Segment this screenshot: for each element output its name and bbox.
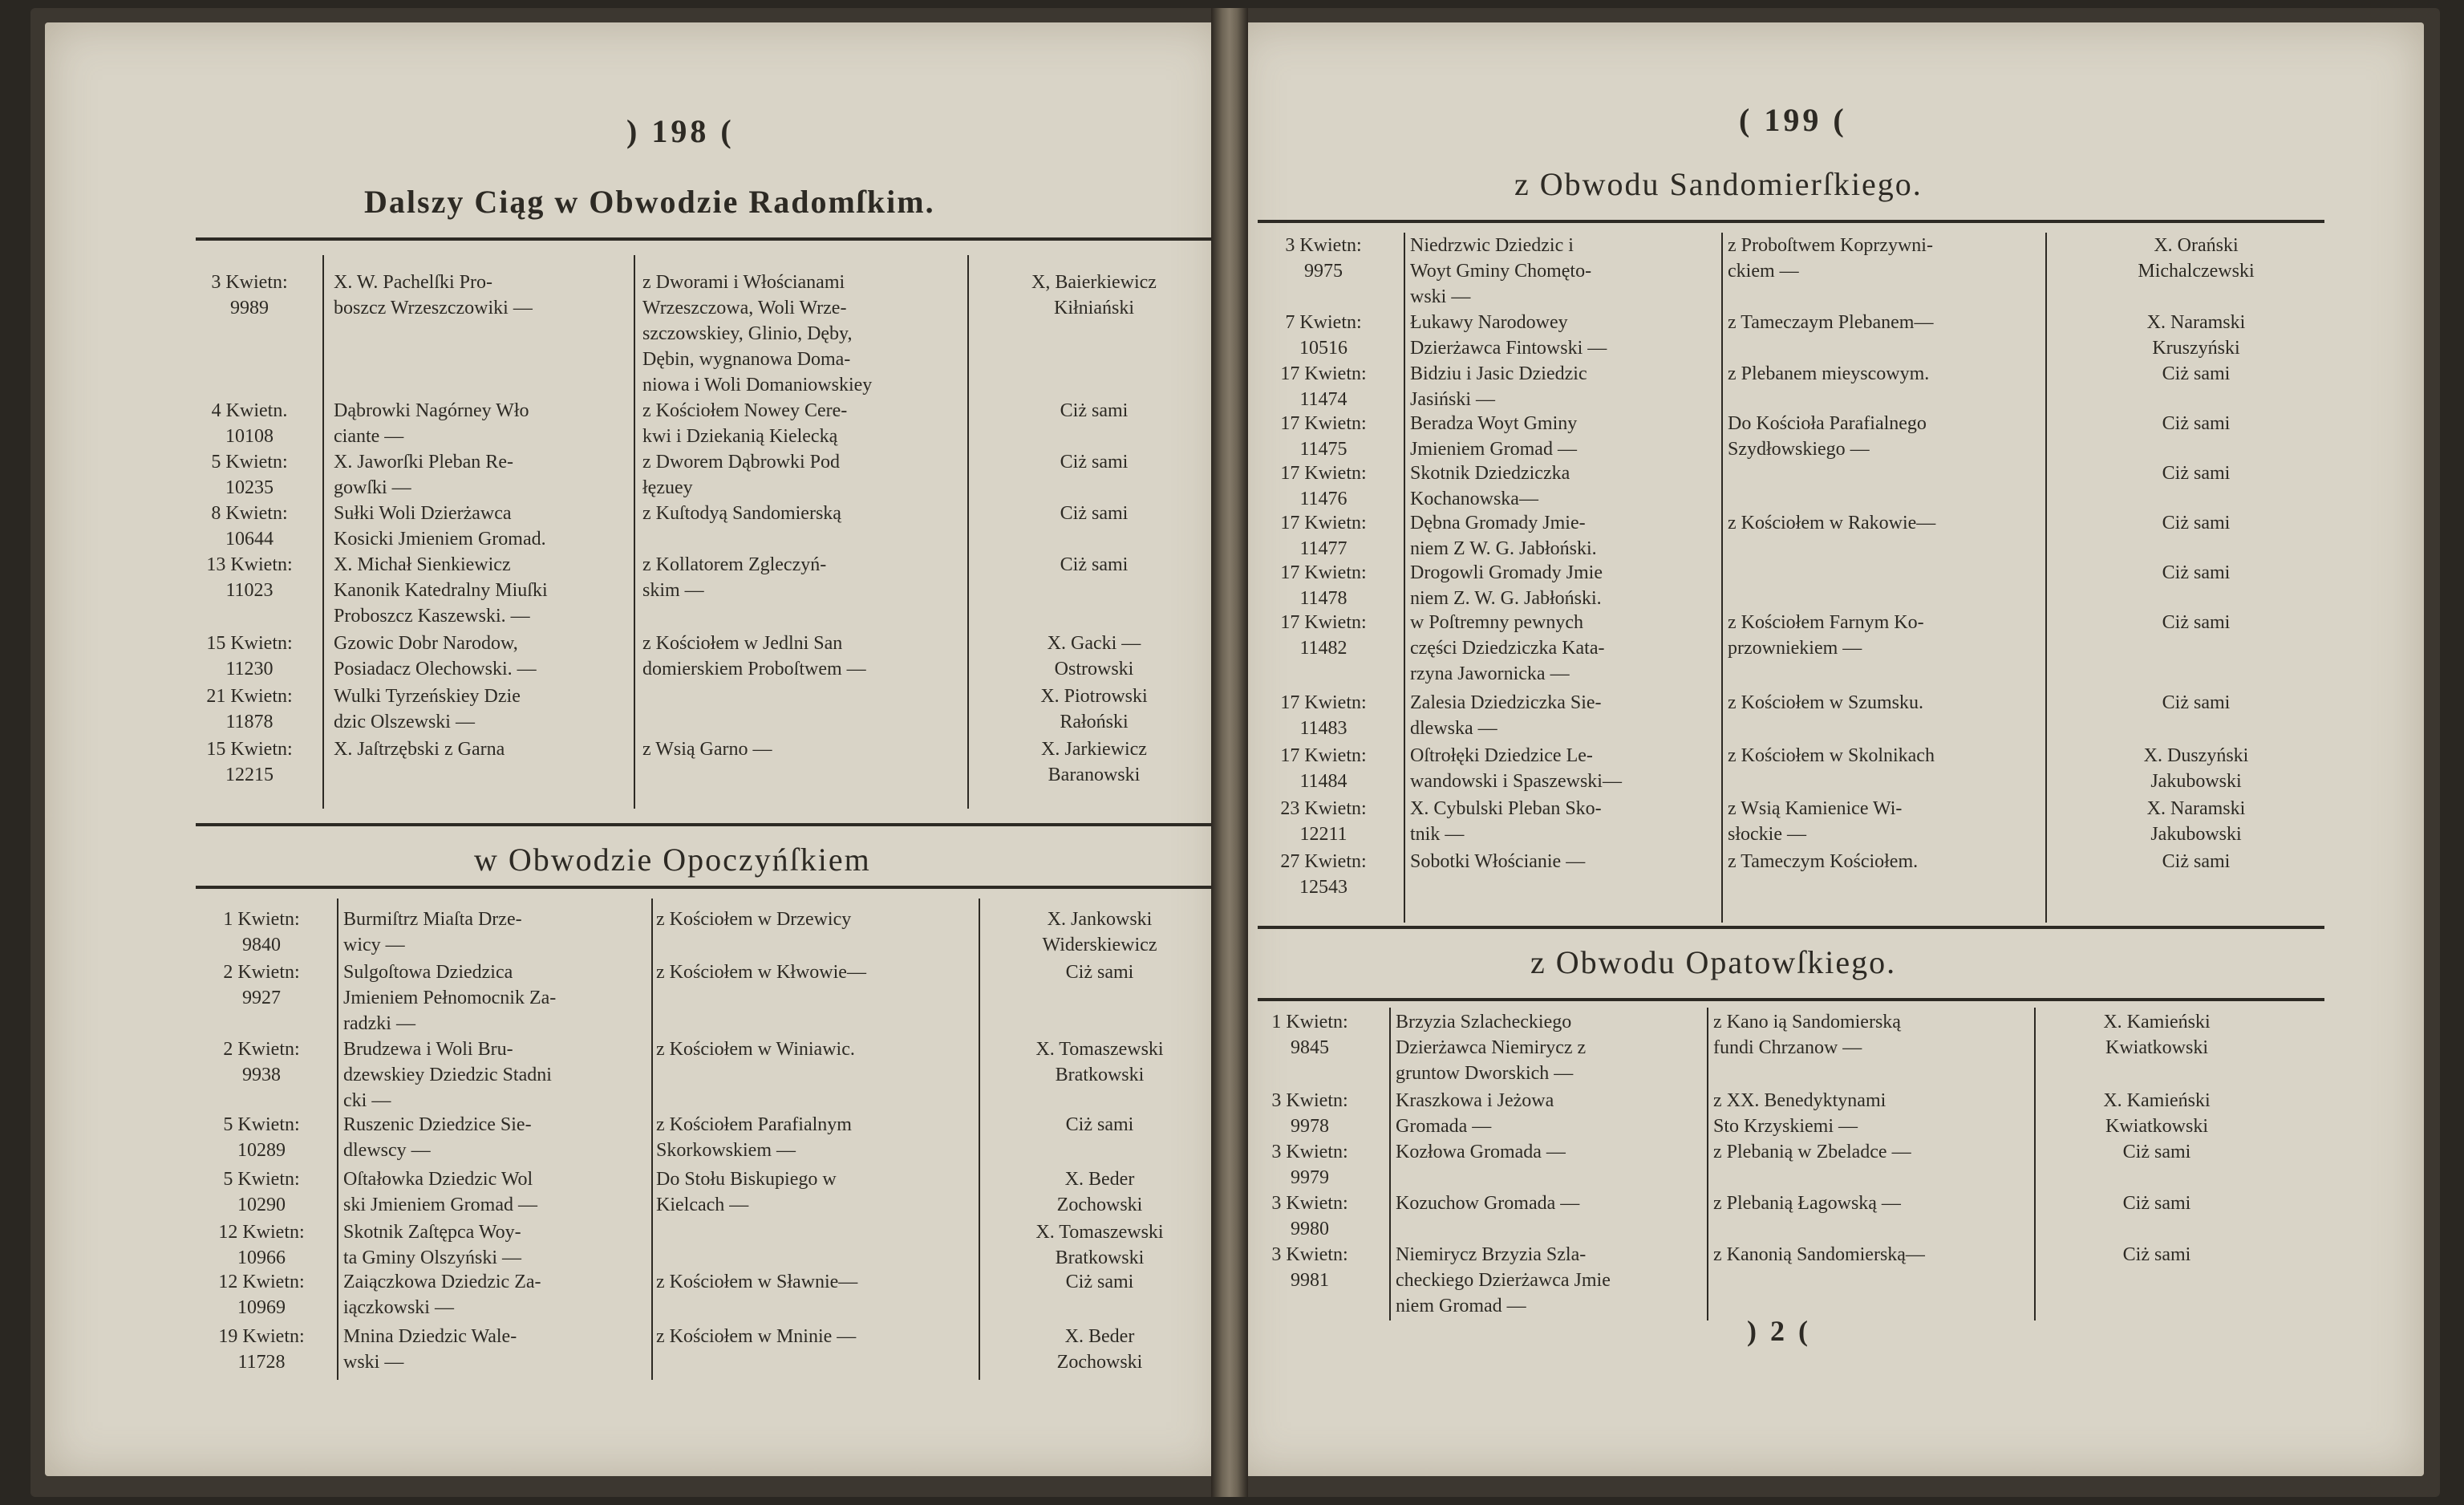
entry-date: 7 Kwietn: 10516: [1285, 312, 1362, 359]
entry-destination: z Kościołem w Sławnie—: [656, 1272, 858, 1292]
entry-donor: Dębna Gromady Jmie- niem Z W. G. Jabłoński.: [1410, 513, 1597, 559]
entry-destination: z Kościołem w Skolnikach: [1728, 745, 1935, 766]
entry-destination: Do Stołu Biskupiego w Kielcach —: [656, 1169, 837, 1215]
column-divider: [322, 255, 324, 809]
entry-donor: Niemirycz Brzyzia Szla- checkiego Dzierżawca Jmie niem Gromad —: [1396, 1244, 1611, 1316]
signature-mark: ) 2 (: [1747, 1315, 1811, 1347]
entry-date: 1 Kwietn: 9845: [1271, 1012, 1348, 1058]
entry-donor: Łukawy Narodowey Dzierżawca Fintowski —: [1410, 312, 1607, 359]
column-divider: [2045, 233, 2047, 923]
entry-destination: z Kościołem w Drzewicy: [656, 909, 852, 930]
entry-destination: z Kościołem w Mninie —: [656, 1326, 857, 1347]
entry-donor: X. W. Pachelſki Pro- boszcz Wrzeszczowiki —: [334, 272, 533, 318]
column-divider: [337, 899, 338, 1380]
entry-destination: z Tameczaym Plebanem—: [1728, 312, 1934, 333]
entry-date: 3 Kwietn: 9975: [1285, 235, 1362, 282]
entry-donor: Kozuchow Gromada —: [1396, 1193, 1580, 1214]
entry-collectors: Ciż sami: [2162, 562, 2231, 583]
entry-donor: X. Jaſtrzębski z Garna: [334, 739, 505, 760]
entry-date: 8 Kwietn: 10644: [211, 503, 288, 550]
entry-donor: X. Michał Sienkiewicz Kanonik Katedralny Miuſki Proboszcz Kaszewski. —: [334, 554, 548, 627]
section-heading-2: z Obwodu Opatowſkiego.: [1530, 944, 1897, 980]
entry-date: 17 Kwietn: 11482: [1280, 612, 1367, 659]
entry-date: 17 Kwietn: 11477: [1280, 513, 1367, 559]
entry-collectors: X. Beder Zochowski: [1056, 1169, 1143, 1215]
left-page: [45, 22, 1224, 1476]
entry-date: 17 Kwietn: 11475: [1280, 413, 1367, 460]
section-heading: z Obwodu Sandomierſkiego.: [1514, 166, 1923, 202]
rule: [196, 823, 1214, 826]
entry-collectors: Ciż sami: [2162, 413, 2231, 434]
entry-destination: z Kościołem Parafialnym Skorkowskiem —: [656, 1114, 852, 1161]
entry-collectors: Ciż sami: [1060, 503, 1129, 524]
column-divider: [967, 255, 969, 809]
entry-destination: z Tameczym Kościołem.: [1728, 851, 1919, 872]
entry-collectors: X, Baierkiewicz Kiłniański: [1031, 272, 1157, 318]
entry-collectors: X. Piotrowski Rałoński: [1040, 686, 1148, 732]
entry-donor: Oſtałowka Dziedzic Wol ski Jmieniem Gromad —: [343, 1169, 537, 1215]
entry-date: 2 Kwietn: 9927: [223, 962, 300, 1008]
entry-donor: Sułki Woli Dzierżawca Kosicki Jmieniem Gromad.: [334, 503, 546, 550]
column-divider: [1721, 233, 1723, 923]
page-number: ( 199 (: [1739, 102, 1847, 138]
entry-collectors: X. Tomaszewski Bratkowski: [1035, 1222, 1164, 1268]
entry-destination: z Dworem Dąbrowki Pod łęzuey: [642, 452, 840, 498]
entry-donor: Burmiſtrz Miaſta Drze- wicy —: [343, 909, 522, 955]
entry-collectors: X. Beder Zochowski: [1056, 1326, 1143, 1373]
entry-destination: z XX. Benedyktynami Sto Krzyskiemi —: [1713, 1090, 1886, 1137]
entry-date: 3 Kwietn: 9981: [1271, 1244, 1348, 1291]
entry-date: 1 Kwietn: 9840: [223, 909, 300, 955]
rule: [1258, 926, 2324, 929]
entry-date: 17 Kwietn: 11476: [1280, 463, 1367, 509]
entry-date: 5 Kwietn: 10289: [223, 1114, 300, 1161]
entry-destination: z Kościołem Farnym Ko- przowniekiem —: [1728, 612, 1924, 659]
entry-destination: z Kościołem w Rakowie—: [1728, 513, 1936, 533]
entry-destination: z Proboſtwem Koprzywni- ckiem —: [1728, 235, 1933, 282]
entry-date: 3 Kwietn: 9978: [1271, 1090, 1348, 1137]
entry-date: 17 Kwietn: 11483: [1280, 692, 1367, 739]
entry-date: 3 Kwietn: 9980: [1271, 1193, 1348, 1239]
entry-collectors: Ciż sami: [1065, 1114, 1134, 1135]
entry-donor: Brzyzia Szlacheckiego Dzierżawca Niemirycz z gruntow Dworskich —: [1396, 1012, 1587, 1084]
entry-collectors: Ciż sami: [1060, 554, 1129, 575]
entry-destination: z Kościołem w Kłwowie—: [656, 962, 866, 983]
entry-donor: Zaiączkowa Dziedzic Za- iączkowski —: [343, 1272, 541, 1318]
entry-destination: z Kano ią Sandomierską fundi Chrzanow —: [1713, 1012, 1901, 1058]
entry-date: 15 Kwietn: 12215: [206, 739, 293, 785]
entry-date: 27 Kwietn: 12543: [1280, 851, 1367, 898]
entry-date: 4 Kwietn. 10108: [211, 400, 288, 447]
entry-donor: Mnina Dziedzic Wale- wski —: [343, 1326, 517, 1373]
entry-destination: z Kościołem w Winiawic.: [656, 1039, 855, 1060]
entry-date: 3 Kwietn: 9989: [211, 272, 288, 318]
entry-donor: Niedrzwic Dziedzic i Woyt Gminy Chomęto- wski —: [1410, 235, 1592, 307]
column-divider: [979, 899, 980, 1380]
entry-donor: Skotnik Dziedziczka Kochanowska—: [1410, 463, 1570, 509]
entry-donor: Gzowic Dobr Narodow, Posiadacz Olechowski. —: [334, 633, 537, 679]
entry-donor: X. Jaworſki Pleban Re- gowſki —: [334, 452, 513, 498]
entry-date: 17 Kwietn: 11478: [1280, 562, 1367, 609]
entry-date: 21 Kwietn: 11878: [206, 686, 293, 732]
entry-destination: z Kanonią Sandomierską—: [1713, 1244, 1925, 1265]
entry-destination: z Plebanią w Zbeladce —: [1713, 1142, 1911, 1162]
entry-collectors: Ciż sami: [2162, 463, 2231, 484]
entry-destination: z Plebanią Łagowską —: [1713, 1193, 1901, 1214]
entry-destination: z Wsią Garno —: [642, 739, 772, 760]
entry-destination: z Kościołem w Jedlni San domierskiem Proboſtwem —: [642, 633, 866, 679]
entry-donor: Brudzewa i Woli Bru- dzewskiey Dziedzic Stadni cki —: [343, 1039, 552, 1111]
entry-date: 5 Kwietn: 10235: [211, 452, 288, 498]
entry-collectors: X. Tomaszewski Bratkowski: [1035, 1039, 1164, 1085]
entry-collectors: X. Kamieński Kwiatkowski: [2103, 1090, 2211, 1137]
entry-destination: z Kościołem w Szumsku.: [1728, 692, 1923, 713]
page-number: ) 198 (: [626, 113, 735, 149]
entry-collectors: Ciż sami: [2162, 692, 2231, 713]
rule: [196, 237, 1214, 241]
column-divider: [651, 899, 653, 1380]
entry-collectors: Ciż sami: [2162, 363, 2231, 384]
entry-donor: Kraszkowa i Jeżowa Gromada —: [1396, 1090, 1554, 1137]
entry-date: 19 Kwietn: 11728: [218, 1326, 305, 1373]
column-divider: [1389, 1008, 1391, 1320]
entry-date: 15 Kwietn: 11230: [206, 633, 293, 679]
column-divider: [2034, 1008, 2036, 1320]
entry-date: 13 Kwietn: 11023: [206, 554, 293, 601]
entry-collectors: Ciż sami: [1065, 962, 1134, 983]
entry-collectors: Ciż sami: [2122, 1142, 2191, 1162]
entry-date: 2 Kwietn: 9938: [223, 1039, 300, 1085]
rule: [1258, 220, 2324, 223]
entry-date: 17 Kwietn: 11484: [1280, 745, 1367, 792]
entry-donor: Sulgoſtowa Dziedzica Jmieniem Pełnomocnik Za- radzki —: [343, 962, 557, 1034]
entry-collectors: Ciż sami: [2122, 1244, 2191, 1265]
entry-donor: X. Cybulski Pleban Sko- tnik —: [1410, 798, 1602, 845]
entry-donor: Wulki Tyrzeńskiey Dzie dzic Olszewski —: [334, 686, 521, 732]
entry-date: 5 Kwietn: 10290: [223, 1169, 300, 1215]
entry-donor: Oſtrołęki Dziedzice Le- wandowski i Spaszewski—: [1410, 745, 1622, 792]
entry-date: 3 Kwietn: 9979: [1271, 1142, 1348, 1188]
entry-date: 12 Kwietn: 10966: [218, 1222, 305, 1268]
entry-destination: Do Kościoła Parafialnego Szydłowskiego —: [1728, 413, 1927, 460]
entry-date: 12 Kwietn: 10969: [218, 1272, 305, 1318]
entry-collectors: Ciż sami: [1060, 452, 1129, 473]
entry-collectors: Ciż sami: [2162, 851, 2231, 872]
column-divider: [1404, 233, 1405, 923]
entry-donor: Bidziu i Jasic Dziedzic Jasiński —: [1410, 363, 1587, 410]
entry-collectors: X. Duszyński Jakubowski: [2143, 745, 2249, 792]
entry-destination: z Dworami i Włościanami Wrzeszczowa, Woli Wrze- szczowskiey, Glinio, Dęby, Dębin, wygnanowa Doma- niowa i Woli Domaniowskiey: [642, 272, 873, 396]
entry-donor: Beradza Woyt Gminy Jmieniem Gromad —: [1410, 413, 1578, 460]
entry-destination: z Kościołem Nowey Cere- kwi i Dziekanią Kielecką: [642, 400, 848, 447]
entry-collectors: Ciż sami: [2162, 513, 2231, 533]
entry-donor: Skotnik Zaſtępca Woy- ta Gminy Olszyński —: [343, 1222, 521, 1268]
entry-donor: w Poſtremny pewnych części Dziedziczka Kata- rzyna Jawornicka —: [1410, 612, 1605, 684]
entry-donor: Zalesia Dziedziczka Sie- dlewska —: [1410, 692, 1602, 739]
book-gutter: [1211, 8, 1248, 1497]
entry-date: 17 Kwietn: 11474: [1280, 363, 1367, 410]
entry-collectors: X. Gacki — Ostrowski: [1047, 633, 1141, 679]
entry-destination: z Kollatorem Zgleczyń- skim —: [642, 554, 827, 601]
column-divider: [1707, 1008, 1708, 1320]
entry-collectors: Ciż sami: [1065, 1272, 1134, 1292]
entry-donor: Ruszenic Dziedzice Sie- dlewscy —: [343, 1114, 532, 1161]
entry-destination: z Plebanem mieyscowym.: [1728, 363, 1930, 384]
entry-collectors: X. Jarkiewicz Baranowski: [1041, 739, 1147, 785]
entry-destination: z Wsią Kamienice Wi- słockie —: [1728, 798, 1903, 845]
entry-collectors: Ciż sami: [2122, 1193, 2191, 1214]
entry-collectors: Ciż sami: [2162, 612, 2231, 633]
entry-collectors: X. Kamieński Kwiatkowski: [2103, 1012, 2211, 1058]
entry-collectors: X. Orański Michalczewski: [2138, 235, 2255, 282]
column-divider: [634, 255, 635, 809]
entry-donor: Sobotki Włościanie —: [1410, 851, 1586, 872]
section-heading: Dalszy Ciąg w Obwodzie Radomſkim.: [364, 184, 935, 220]
entry-collectors: Ciż sami: [1060, 400, 1129, 421]
rule: [1258, 998, 2324, 1001]
entry-donor: Kozłowa Gromada —: [1396, 1142, 1566, 1162]
entry-collectors: X. Naramski Kruszyński: [2146, 312, 2246, 359]
entry-collectors: X. Naramski Jakubowski: [2146, 798, 2246, 845]
entry-date: 23 Kwietn: 12211: [1280, 798, 1367, 845]
entry-collectors: X. Jankowski Widerskiewicz: [1042, 909, 1157, 955]
section-heading-2: w Obwodzie Opoczyńſkiem: [474, 842, 871, 878]
entry-destination: z Kuſtodyą Sandomierską: [642, 503, 841, 524]
entry-donor: Drogowli Gromady Jmie niem Z. W. G. Jabłoński.: [1410, 562, 1603, 609]
entry-donor: Dąbrowki Nagórney Wło ciante —: [334, 400, 529, 447]
right-page: [1234, 22, 2424, 1476]
rule: [196, 886, 1214, 889]
